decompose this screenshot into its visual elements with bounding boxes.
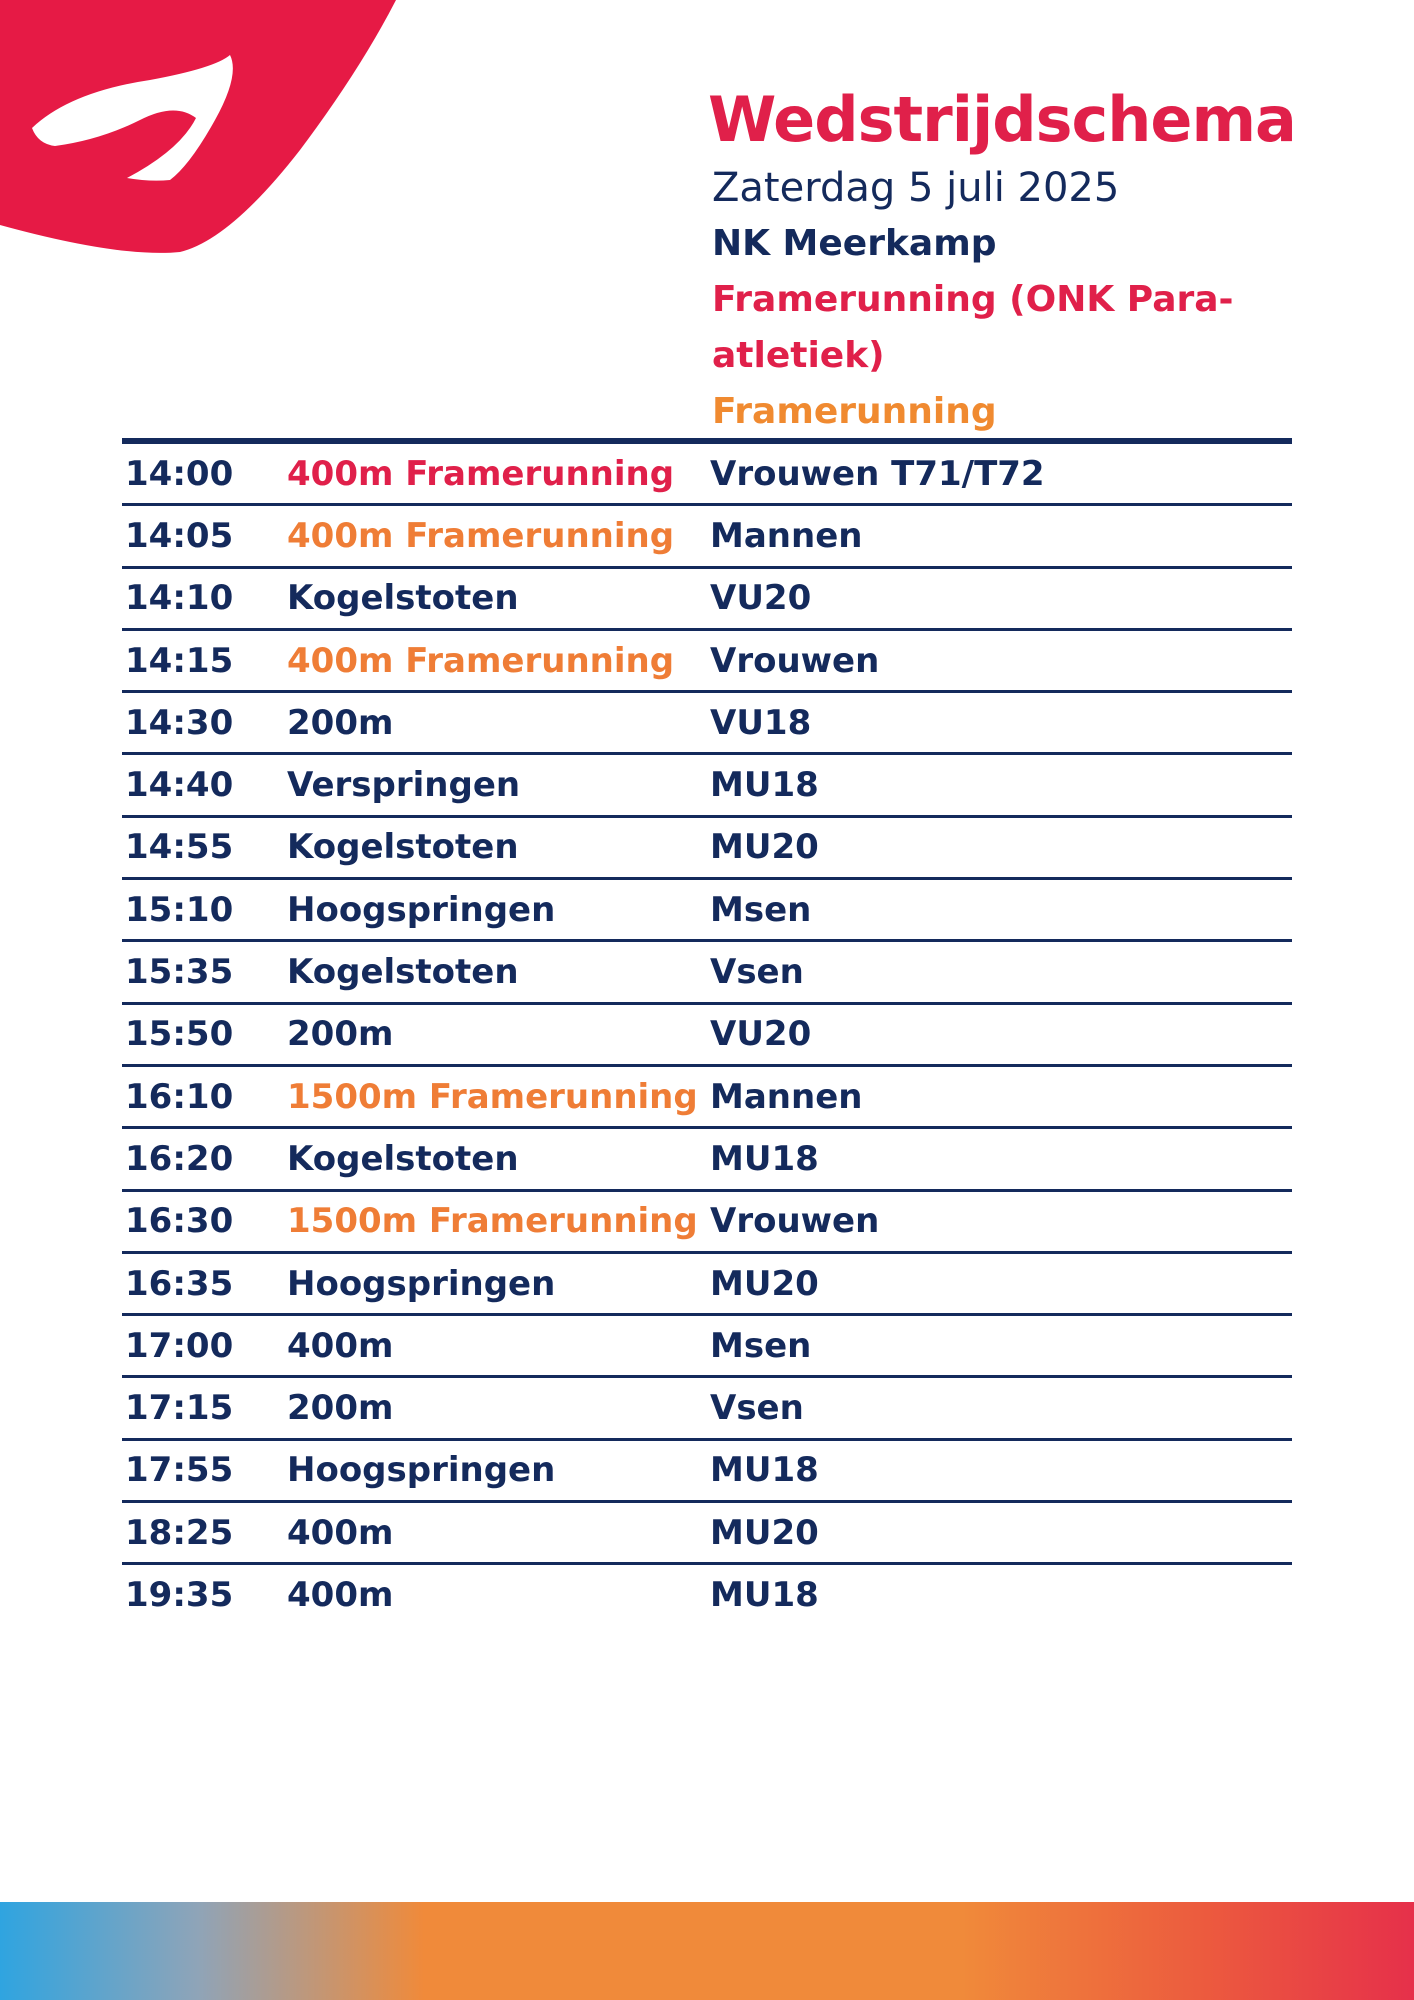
schedule-row: [122, 1378, 1292, 1440]
page-title: Wedstrijdschema: [708, 83, 1296, 156]
schedule-event: 400m: [287, 1512, 394, 1553]
schedule-row: [122, 1503, 1292, 1565]
schedule-event: 400m Framerunning: [287, 515, 675, 556]
schedule-row: [122, 1441, 1292, 1503]
schedule-time: 18:25: [125, 1512, 234, 1553]
schedule-category: MU20: [710, 1263, 819, 1304]
schedule-row: [122, 631, 1292, 693]
schedule-event: 400m: [287, 1325, 394, 1366]
schedule-time: 16:35: [125, 1263, 234, 1304]
subtitle-nk-meerkamp: NK Meerkamp: [712, 223, 997, 264]
schedule-row: [122, 755, 1292, 817]
schedule-category: MU20: [710, 1512, 819, 1553]
schedule-time: 14:40: [125, 765, 234, 806]
schedule-row: [122, 1316, 1292, 1378]
schedule-time: 16:30: [125, 1201, 234, 1242]
schedule-category: MU18: [710, 1138, 819, 1179]
schedule-event: 400m Framerunning: [287, 640, 675, 681]
page-header: [708, 80, 1398, 440]
schedule-category: Vrouwen T71/T72: [710, 453, 1045, 494]
schedule-time: 14:05: [125, 515, 234, 556]
schedule-event: Kogelstoten: [287, 827, 519, 868]
schedule-category: Mannen: [710, 1076, 863, 1117]
schedule-time: 14:15: [125, 640, 234, 681]
schedule-event: Hoogspringen: [287, 1263, 556, 1304]
schedule-category: MU20: [710, 827, 819, 868]
schedule-row: [122, 1192, 1292, 1254]
schedule-category: MU18: [710, 1450, 819, 1491]
schedule-row: [122, 818, 1292, 880]
schedule-event: Verspringen: [287, 765, 521, 806]
schedule-time: 14:10: [125, 578, 234, 619]
schedule-time: 17:15: [125, 1388, 234, 1429]
schedule-row: [122, 1254, 1292, 1316]
schedule-row: [122, 1129, 1292, 1191]
schedule-row: [122, 1005, 1292, 1067]
schedule-time: 14:30: [125, 702, 234, 743]
schedule-event: 1500m Framerunning: [287, 1201, 698, 1242]
schedule-event: 400m Framerunning: [287, 453, 675, 494]
schedule-time: 19:35: [125, 1574, 234, 1615]
footer-gradient-bar: [0, 1902, 1414, 2000]
schedule-time: 14:55: [125, 827, 234, 868]
schedule-event: Hoogspringen: [287, 1450, 556, 1491]
schedule-event: Kogelstoten: [287, 1138, 519, 1179]
schedule-row: [122, 942, 1292, 1004]
schedule-time: 17:00: [125, 1325, 234, 1366]
schedule-event: 200m: [287, 1388, 394, 1429]
schedule-event: Kogelstoten: [287, 578, 519, 619]
schedule-time: 15:50: [125, 1014, 234, 1055]
schedule-time: 15:10: [125, 889, 234, 930]
schedule-category: Vsen: [710, 952, 804, 993]
schedule-table: [122, 438, 1292, 1625]
schedule-event: Kogelstoten: [287, 952, 519, 993]
schedule-time: 14:00: [125, 453, 234, 494]
schedule-event: 400m: [287, 1574, 394, 1615]
schedule-event: 1500m Framerunning: [287, 1076, 698, 1117]
schedule-event: Hoogspringen: [287, 889, 556, 930]
schedule-category: Vsen: [710, 1388, 804, 1429]
schedule-category: MU18: [710, 765, 819, 806]
subtitle-framerunning: Framerunning: [712, 391, 997, 432]
schedule-category: Msen: [710, 1325, 812, 1366]
subtitle-framerunning-onk: Framerunning (ONK Para-atletiek): [712, 279, 1234, 376]
schedule-category: VU20: [710, 1014, 812, 1055]
schedule-category: Vrouwen: [710, 640, 880, 681]
schedule-category: VU18: [710, 702, 812, 743]
atletiekunie-logo-icon: [0, 0, 400, 260]
schedule-row: [122, 1565, 1292, 1624]
schedule-row: [122, 506, 1292, 568]
schedule-row: [122, 569, 1292, 631]
schedule-row: [122, 444, 1292, 506]
schedule-time: 15:35: [125, 952, 234, 993]
schedule-row: [122, 880, 1292, 942]
schedule-event: 200m: [287, 1014, 394, 1055]
schedule-category: Vrouwen: [710, 1201, 880, 1242]
schedule-row: [122, 1067, 1292, 1129]
schedule-category: Mannen: [710, 515, 863, 556]
schedule-time: 16:10: [125, 1076, 234, 1117]
schedule-category: VU20: [710, 578, 812, 619]
schedule-event: 200m: [287, 702, 394, 743]
schedule-category: MU18: [710, 1574, 819, 1615]
schedule-row: [122, 693, 1292, 755]
schedule-category: Msen: [710, 889, 812, 930]
schedule-time: 16:20: [125, 1138, 234, 1179]
event-date: Zaterdag 5 juli 2025: [712, 165, 1120, 211]
schedule-time: 17:55: [125, 1450, 234, 1491]
